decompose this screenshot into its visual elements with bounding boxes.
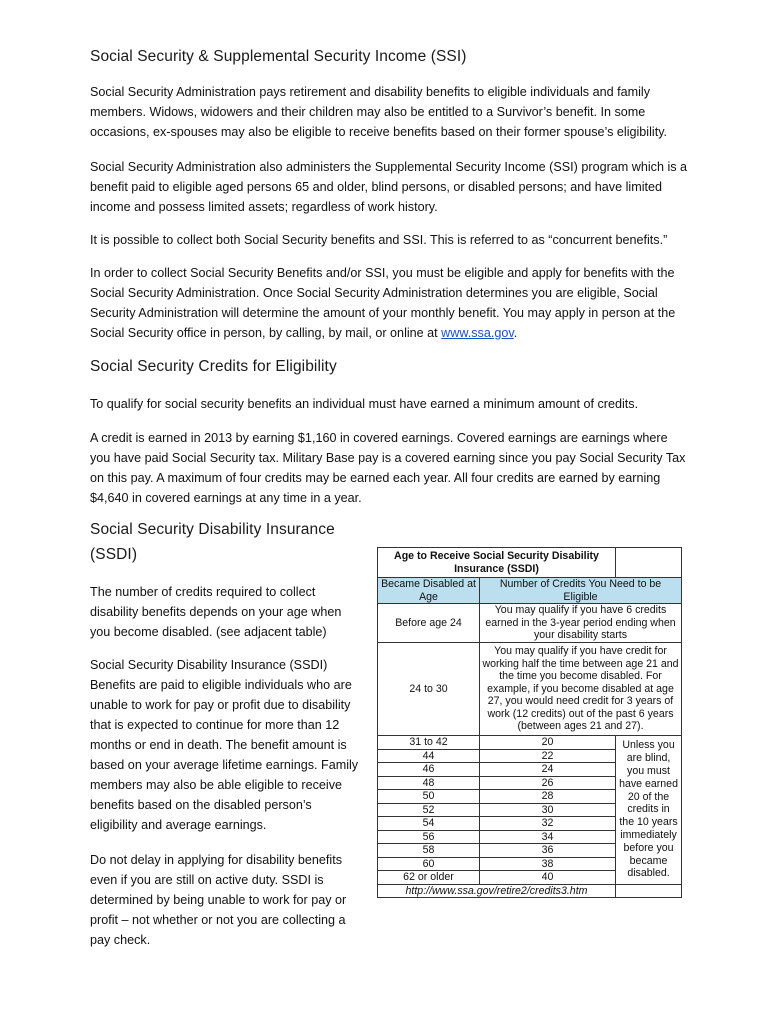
column-header-credits: Number of Credits You Need to be Eligible	[480, 578, 682, 604]
section-heading-ssdi-abbr: (SSDI)	[90, 546, 138, 563]
paragraph-text: Do not delay in applying for disability benefits even if you are still on active duty. SSDI is determined by being unable to work for pay or profit – not whether or not you are collecting a pay check.	[90, 853, 347, 947]
column-header-age: Became Disabled at Age	[378, 578, 480, 604]
table-title-empty-cell	[616, 548, 682, 578]
cell-credits: 24	[480, 763, 616, 777]
cell-credits: 22	[480, 749, 616, 763]
paragraph-text: Social Security Disability Insurance (SSDI) Benefits are paid to eligible individuals who are unable to work for pay or profit due to disability that is expected to continue for more than 12 months or end in death. The benefit amount is based on your average lifetime earnings. Family members may also be able eligible to receive benefits based on the disabled person’s eligibility and average earnings.	[90, 658, 359, 832]
paragraph-text: A credit is earned in 2013 by earning $1,160 in covered earnings. Covered earnings are earnings where you have paid Social Security tax. Military Base pay is a covered earning since you pay Social Security Tax on this pay. A maximum of four credits may be earned each year. All four credits are earned by earning $4,640 in covered earnings at any time in a year.	[90, 431, 686, 505]
ssdi-credits-table	[377, 547, 682, 898]
cell-credits: 32	[480, 817, 616, 831]
table-source-row	[378, 884, 682, 898]
table-source-url: http://www.ssa.gov/retire2/credits3.htm	[378, 884, 616, 898]
paragraph-text: Social Security Administration also administers the Supplemental Security Income (SSI) program which is a benefit paid to eligible aged persons 65 and older, blind persons, or disabled persons; and have limited income and possess limited assets; regardless of work history.	[90, 160, 688, 214]
cell-credits: 34	[480, 830, 616, 844]
paragraph-ssa-benefits	[90, 82, 690, 142]
cell-age: 50	[378, 790, 480, 804]
paragraph-concurrent-benefits	[90, 230, 690, 250]
cell-age: 62 or older	[378, 871, 480, 885]
paragraph-ssdi-definition	[90, 655, 360, 835]
paragraph-text: The number of credits required to collect disability benefits depends on your age when you become disabled. (see adjacent table)	[90, 585, 342, 639]
cell-age: 54	[378, 817, 480, 831]
table-row	[378, 643, 682, 736]
paragraph-text	[90, 263, 690, 343]
paragraph-minimum-credits	[90, 394, 690, 414]
section-heading-credits: Social Security Credits for Eligibility	[90, 358, 337, 375]
paragraph-text-span: In order to collect Social Security Benefits and/or SSI, you must be eligible and apply for benefits with the Social Security Administration. Once Social Security Administration determines you are eligible, Social Security Administration will determine the amount of your monthly benefit. You may apply in person at the Social Security office in person, by calling, by mail, or online at	[90, 266, 676, 340]
paragraph-apply-benefits	[90, 263, 690, 343]
paragraph-text: To qualify for social security benefits an individual must have earned a minimum amount of credits.	[90, 397, 639, 411]
cell-age: Before age 24	[378, 604, 480, 643]
table-row	[378, 736, 682, 750]
paragraph-do-not-delay	[90, 850, 362, 950]
cell-credits: 36	[480, 844, 616, 858]
paragraph-text: It is possible to collect both Social Security benefits and SSI. This is referred to as “concurrent benefits.”	[90, 233, 668, 247]
cell-age: 52	[378, 803, 480, 817]
cell-age: 46	[378, 763, 480, 777]
table-row	[378, 604, 682, 643]
cell-credits: You may qualify if you have 6 credits earned in the 3-year period ending when your disability starts	[480, 604, 682, 643]
cell-age: 58	[378, 844, 480, 858]
cell-credits: 40	[480, 871, 616, 885]
cell-age: 24 to 30	[378, 643, 480, 736]
section-heading-ssdi: Social Security Disability Insurance	[90, 521, 335, 538]
cell-credits: 30	[480, 803, 616, 817]
table-note: Unless you are blind, you must have earned 20 of the credits in the 10 years immediately before you became disabled.	[616, 736, 682, 885]
table-source-empty-cell	[616, 884, 682, 898]
paragraph-text: Social Security Administration pays retirement and disability benefits to eligible individuals and family members. Widows, widowers and their children may also be entitled to a Survivor’s benefit. In some occasions, ex-spouses may also be eligible to receive benefits based on their former spouse’s eligibility.	[90, 85, 668, 139]
table-header-row	[378, 578, 682, 604]
cell-credits: 28	[480, 790, 616, 804]
ssa-website-link[interactable]: www.ssa.gov	[441, 326, 514, 340]
cell-credits: 38	[480, 857, 616, 871]
paragraph-credit-earning	[90, 428, 690, 508]
table-title: Age to Receive Social Security Disability Insurance (SSDI)	[378, 548, 616, 578]
paragraph-end: .	[513, 326, 518, 340]
cell-age: 31 to 42	[378, 736, 480, 750]
cell-credits: 26	[480, 776, 616, 790]
paragraph-ssi-program	[90, 157, 690, 217]
cell-age: 56	[378, 830, 480, 844]
cell-age: 60	[378, 857, 480, 871]
cell-credits: 20	[480, 736, 616, 750]
cell-credits: You may qualify if you have credit for working half the time between age 21 and the time you become disabled. For example, if you become disabled at age 27, you would need credit for 3 years of work (12 credits) out of the past 6 years (between ages 21 and 27).	[480, 643, 682, 736]
paragraph-credits-age	[90, 582, 360, 642]
cell-age: 48	[378, 776, 480, 790]
cell-age: 44	[378, 749, 480, 763]
table-title-row	[378, 548, 682, 578]
section-heading-ssi: Social Security & Supplemental Security Income (SSI)	[90, 48, 467, 65]
